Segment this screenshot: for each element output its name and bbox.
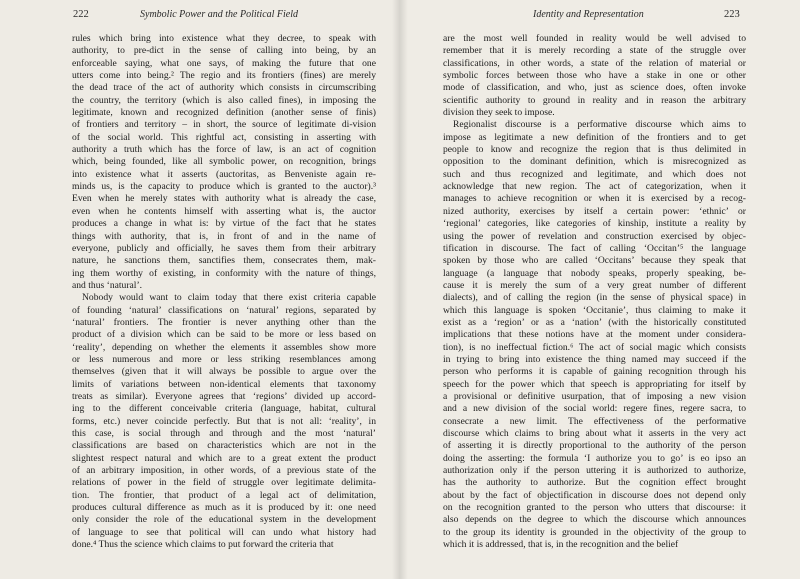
left-running-head: Symbolic Power and the Political Field <box>140 9 299 20</box>
text-line: discourse which claims to bring about what it asserts in the very act <box>443 428 746 439</box>
text-line: utters come into being.² The regio and its frontiers (fines) are merely <box>72 70 376 82</box>
text-line: speech for the power which that speech is appropriating for itself by <box>443 378 746 390</box>
text-line: of asserting it is directly proportional to the authority of the person <box>443 440 746 452</box>
text-line: things with authority, that is, in front of and in the name of <box>72 230 376 242</box>
text-line: opposition to the dominant definition, which is misrecognized as <box>443 156 746 168</box>
text-line: exist as a ‘region’ or as a ‘nation’ (with the historically constituted <box>443 316 746 328</box>
text-line: such and thus recognized and legitimate, and which does not <box>443 168 746 180</box>
text-line: forms, etc.) never coincide perfectly. But that is not all: ‘reality’, in <box>72 415 376 427</box>
text-line: nized authority, exercises by itself a certain power: ‘ethnic’ or <box>443 205 746 217</box>
text-line: and a new division of the social world: regere fines, regere sacra, to <box>443 403 746 415</box>
text-line: cause it is merely the sum of a very great number of different <box>443 279 746 291</box>
left-page-body <box>72 33 376 551</box>
text-line: authority, to pre-dict in the sense of calling into being, by an <box>72 45 376 57</box>
text-line: remember that it is merely recording a state of the struggle over <box>443 45 746 57</box>
text-line: of frontiers and territory – in short, the source of legitimate di-vision <box>72 119 376 131</box>
book-gutter <box>392 0 408 579</box>
text-line: mode of classification, and who, just as science does, often invoke <box>443 82 746 94</box>
text-line: this case, is social through and through and the most ‘natural’ <box>72 428 376 439</box>
text-line: of language to see that political will can undo what history had <box>72 526 376 538</box>
text-line: impose as legitimate a new definition of the frontiers and to get <box>443 131 746 143</box>
text-line: into existence what it asserts (auctoritas, as Benveniste again re- <box>72 168 376 180</box>
text-line: tion. The frontier, that product of a legal act of delimitation, <box>72 489 376 501</box>
text-line: are the most well founded in reality would be well advised to <box>443 33 746 44</box>
text-line: ‘regional’ categories, like categories of kinship, institute a reality by <box>443 218 746 230</box>
text-line: Even when he merely states with authority what is already the case, <box>72 193 376 205</box>
text-line: minds us, is the capacity to produce which is granted to the auctor).³ <box>72 181 376 193</box>
text-line: limits of variations between non-identical elements that taxonomy <box>72 378 376 390</box>
text-line: which this language is spoken ‘Occitanie’, thus claiming to make it <box>443 304 746 316</box>
text-line: on the recognition granted to the person who utters that discourse: it <box>443 502 746 514</box>
text-line: slightest respect natural and which are to a great extent the product <box>72 452 376 464</box>
text-line: and thus ‘natural’. <box>72 279 143 291</box>
text-line: has the authority to authorize. But the cognition effect brought <box>443 477 746 489</box>
text-line: tification in discourse. The fact of calling ‘Occitan’⁵ the language <box>443 242 746 254</box>
text-line: Regionalist discourse is a performative discourse which aims to <box>453 119 746 131</box>
text-line: acknowledge that new region. The act of categorization, when it <box>443 181 746 193</box>
text-line: the dead trace of the act of authority which consists in circumscribing <box>72 82 376 94</box>
text-line: only consider the role of the educational system in the development <box>72 514 376 526</box>
text-line: spoken by those who are called ‘Occitans’ because they speak that <box>443 255 746 267</box>
text-line: of founding ‘natural’ classifications on ‘natural’ regions, separated by <box>72 304 376 316</box>
text-line: everyone, publicly and officially, he saves them from their arbitrary <box>72 242 376 254</box>
text-line: a provisional or definitive usurpation, that of imposing a new vision <box>443 390 746 402</box>
text-line: rules which bring into existence what they decree, to speak with <box>72 33 376 44</box>
text-line: scientific authority to ground in reality and in reason the arbitrary <box>443 94 746 106</box>
text-line: also depends on the degree to which the discourse which announces <box>443 514 746 526</box>
text-line: ing them worthy of existing, in conformity with the nature of things, <box>72 267 376 279</box>
text-line: authority a truth which has the force of law, is an act of cognition <box>72 144 376 156</box>
text-line: which, being founded, like all symbolic power, on recognition, brings <box>72 156 376 168</box>
text-line: treats as similar). Everyone agrees that ‘regions’ divided up accord- <box>72 390 376 402</box>
text-line: language (a language that nobody speaks, properly speaking, be- <box>443 267 746 279</box>
text-line: person who performs it is capable of gaining recognition through his <box>443 366 746 378</box>
text-line: produces a change in what is: by virtue of the fact that he states <box>72 218 376 230</box>
right-page-body <box>443 33 746 551</box>
text-line: in trying to bring into existence the thing named may succeed if the <box>443 353 746 365</box>
text-line: consecrate a new limit. The effectiveness of the performative <box>443 415 746 427</box>
text-line: about by the fact of objectification in discourse does not depend only <box>443 489 746 501</box>
text-line: nature, he sanctions them, sanctifies them, consecrates them, mak- <box>72 255 376 267</box>
text-line: ‘reality’, depending on whether the elements it assembles show more <box>72 341 376 353</box>
text-line: themselves (given that it will always be possible to argue over the <box>72 366 376 378</box>
text-line: doing the asserting: the formula ‘I authorize you to go’ is eo ipso an <box>443 452 746 464</box>
text-line: relations of power in the field of struggle over legitimate delimita- <box>72 477 376 489</box>
text-line: people to know and recognize the region that is thus delimited in <box>443 144 746 156</box>
text-line: division they seek to impose. <box>443 107 555 119</box>
text-line: which it is addressed, that is, in the recognition and the belief <box>443 539 679 551</box>
left-page-number: 222 <box>73 9 89 20</box>
text-line: dialects), and of calling the region (in the sense of physical space) in <box>443 292 746 304</box>
text-line: to the group its identity is grounded in the objectivity of the group to <box>443 526 746 538</box>
text-line: using the power of revelation and construction exercised by objec- <box>443 230 746 242</box>
text-line: legitimate, known and recognized definition (another sense of finis) <box>72 107 376 119</box>
right-running-head: Identity and Representation <box>533 9 644 20</box>
text-line: Nobody would want to claim today that there exist criteria capable <box>82 292 376 304</box>
text-line: done.⁴ Thus the science which claims to put forward the criteria that <box>72 539 334 551</box>
text-line: tion), is no ineffectual fiction.⁶ The act of social magic which consists <box>443 341 746 353</box>
text-line: manages to achieve recognition or when it is exercised by a recog- <box>443 193 746 205</box>
text-line: even when he contents himself with asserting what is, the auctor <box>72 205 376 217</box>
text-line: enforceable saying, what one says, of making the future that one <box>72 57 376 69</box>
text-line: the country, the territory (which is also called fines), in imposing the <box>72 94 376 106</box>
text-line: of an arbitrary imposition, in other words, of a previous state of the <box>72 465 376 477</box>
text-line: produces cultural difference as much as it is produced by it: one need <box>72 502 376 514</box>
text-line: of the social world. This rightful act, consisting in asserting with <box>72 131 376 143</box>
text-line: ‘natural’ frontiers. The frontier is never anything other than the <box>72 316 376 328</box>
right-page-number: 223 <box>724 9 740 20</box>
text-line: authorization only if the person uttering it is authorized to authorize, <box>443 465 746 477</box>
text-line: product of a division which can be said to be more or less based on <box>72 329 376 341</box>
text-line: or less numerous and more or less striking resemblances among <box>72 353 376 365</box>
text-line: classifications are based on characteristics which are not in the <box>72 440 376 452</box>
right-page <box>400 0 800 579</box>
text-line: classifications, in other words, a state of the relation of material or <box>443 57 746 69</box>
text-line: symbolic forces between those who have a stake in one or other <box>443 70 746 82</box>
text-line: implications that these notions have at the moment under considera- <box>443 329 746 341</box>
text-line: ing to the different conceivable criteria (language, habitat, cultural <box>72 403 376 415</box>
